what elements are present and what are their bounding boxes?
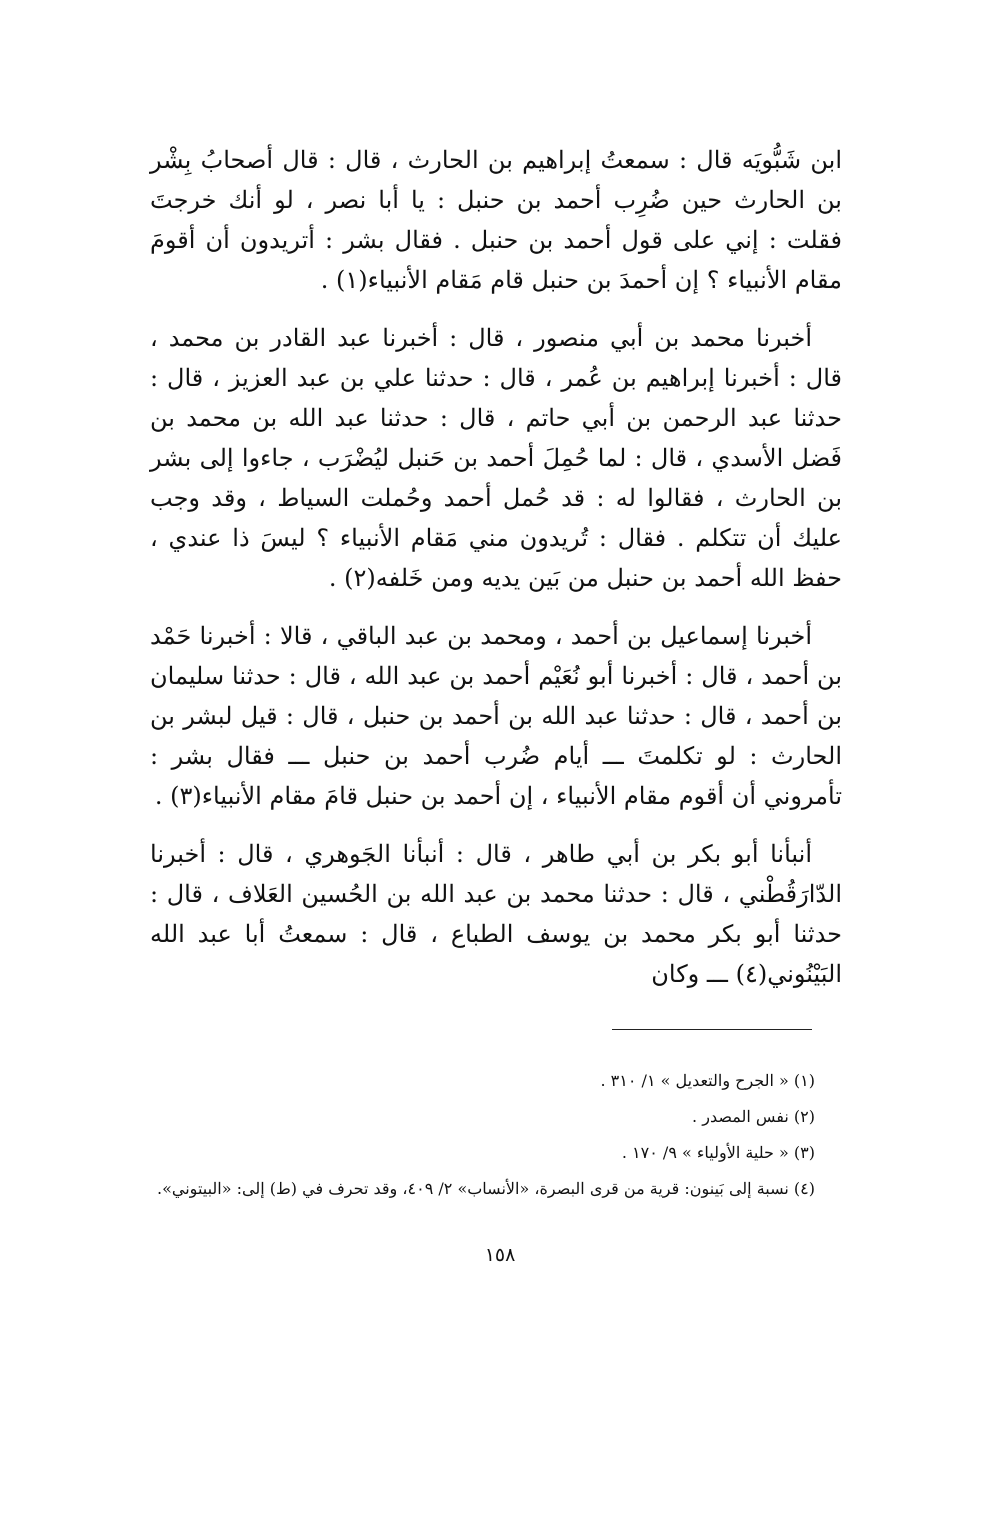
main-text	[150, 140, 842, 1012]
paragraph-3: أخبرنا إسماعيل بن أحمد ، ومحمد بن عبد الباقي ، قالا : أخبرنا حَمْد بن أحمد ، قال : أخبرنا أبو نُعَيْم أحمد بن عبد الله ، قال : حدثنا سليمان بن أحمد ، قال : حدثنا عبد الله بن أحمد بن حنبل ، قال : قيل لبشر بن الحارث : لو تكلمتَ ـــ أيام ضُرب أحمد بن حنبل ـــ فقال بشر : تأمروني أن أقوم مقام الأنبياء ، إن أحمد بن حنبل قامَ مقام الأنبياء(٣) .	[150, 622, 842, 810]
paragraph-1: ابن شَبُّويَه قال : سمعتُ إبراهيم بن الحارث ، قال : قال أصحابُ بِشْر بن الحارث حين ضُرِب أحمد بن حنبل : يا أبا نصر ، لو أنك خرجتَ فقلت : إني على قول أحمد بن حنبل . فقال بشر : أتريدون أن أقومَ مقام الأنبياء ؟ إن أحمدَ بن حنبل قام مَقام الأنبياء(١) .	[150, 146, 842, 294]
footnote-3: (٣) « حلية الأولياء » ٩/ ١٧٠ .	[621, 1143, 815, 1162]
footnotes	[150, 1063, 815, 1207]
footnote-1: (١) « الجرح والتعديل » ١/ ٣١٠ .	[600, 1071, 815, 1090]
paragraph-4: أنبأنا أبو بكر بن أبي طاهر ، قال : أنبأنا الجَوهري ، قال : أخبرنا الدّارَقُطْني ، قال : حدثنا محمد بن عبد الله بن الحُسين العَلاف ، قال : حدثنا أبو بكر محمد بن يوسف الطباع ، قال : سمعتُ أبا عبد الله البَيْنُوني(٤) ـــ وكان	[150, 840, 842, 988]
footnote-divider	[612, 1029, 812, 1030]
paragraph-2: أخبرنا محمد بن أبي منصور ، قال : أخبرنا عبد القادر بن محمد ، قال : أخبرنا إبراهيم بن عُمر ، قال : حدثنا علي بن عبد العزيز ، قال : حدثنا عبد الرحمن بن أبي حاتم ، قال : حدثنا عبد الله بن محمد بن فَضل الأسدي ، قال : لما حُمِلَ أحمد بن حَنبل ليُضْرَب ، جاءوا إلى بشر بن الحارث ، فقالوا له : قد حُمل أحمد وحُملت السياط ، وقد وجب عليك أن تتكلم . فقال : تُريدون مني مَقام الأنبياء ؟ ليسَ ذا عندي ، حفظ الله أحمد بن حنبل من بَين يديه ومن خَلفه(٢) .	[150, 324, 842, 592]
footnote-4: (٤) نسبة إلى بَينون: قرية من قرى البصرة، «الأنساب» ٢/ ٤٠٩، وقد تحرف في (ط) إلى: «البيتوني».	[157, 1179, 815, 1198]
page-number: ١٥٨	[484, 1244, 516, 1266]
footnote-2: (٢) نفس المصدر .	[692, 1107, 815, 1126]
